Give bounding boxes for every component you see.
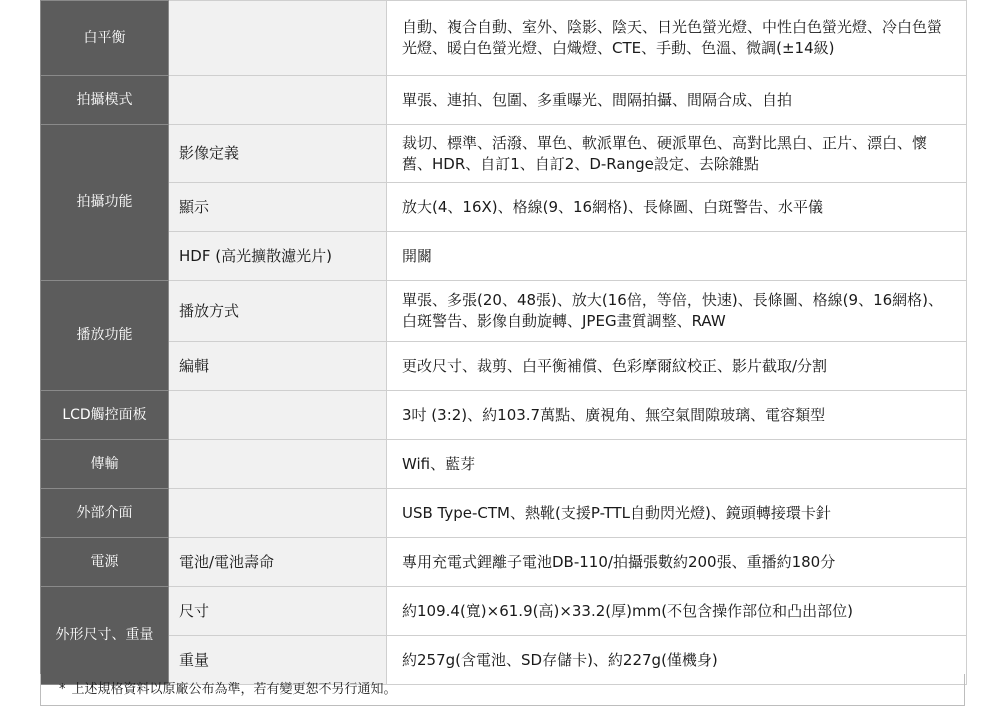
subcategory-cell: [169, 1, 387, 76]
spec-value: 開關: [387, 232, 967, 281]
subcategory-cell: 影像定義: [169, 125, 387, 183]
table-row: [41, 587, 967, 636]
table-row: [41, 538, 967, 587]
subcategory-cell: 播放方式: [169, 281, 387, 342]
table-row: [41, 232, 967, 281]
note-marker: *: [59, 682, 66, 697]
table-row: [41, 440, 967, 489]
subcategory-cell: 重量: [169, 636, 387, 685]
subcategory-cell: [169, 76, 387, 125]
category-shooting-functions: 拍攝功能: [41, 125, 169, 281]
subcategory-cell: [169, 489, 387, 538]
spec-value: 自動、複合自動、室外、陰影、陰天、日光色螢光燈、中性白色螢光燈、冷白色螢光燈、暖白色螢光燈、白熾燈、CTE、手動、色溫、微調(±14級): [387, 1, 967, 76]
category-external-interface: 外部介面: [41, 489, 169, 538]
subcategory-cell: 編輯: [169, 342, 387, 391]
category-dimensions-weight: 外形尺寸、重量: [41, 587, 169, 685]
table-row: [41, 489, 967, 538]
spec-value: Wifi、藍芽: [387, 440, 967, 489]
note-text: 上述規格資料以原廠公布為準，若有變更恕不另行通知。: [71, 682, 397, 697]
disclaimer-note: [40, 674, 965, 706]
spec-value: 約257g(含電池、SD存儲卡)、約227g(僅機身): [387, 636, 967, 685]
table-row: [41, 125, 967, 183]
spec-value: USB Type-CTM、熱靴(支援P-TTL自動閃光燈)、鏡頭轉接環卡針: [387, 489, 967, 538]
spec-value: 放大(4、16X)、格線(9、16網格)、長條圖、白斑警告、水平儀: [387, 183, 967, 232]
category-playback-functions: 播放功能: [41, 281, 169, 391]
category-lcd-touch-panel: LCD觸控面板: [41, 391, 169, 440]
spec-value: 3吋 (3:2)、約103.7萬點、廣視角、無空氣間隙玻璃、電容類型: [387, 391, 967, 440]
spec-table: [40, 0, 967, 685]
subcategory-cell: 尺寸: [169, 587, 387, 636]
subcategory-cell: 顯示: [169, 183, 387, 232]
table-row: [41, 183, 967, 232]
category-transfer: 傳輸: [41, 440, 169, 489]
spec-value: 專用充電式鋰離子電池DB-110/拍攝張數約200張、重播約180分: [387, 538, 967, 587]
table-row: [41, 76, 967, 125]
spec-value: 單張、連拍、包圍、多重曝光、間隔拍攝、間隔合成、自拍: [387, 76, 967, 125]
subcategory-cell: [169, 440, 387, 489]
subcategory-cell: HDF (高光擴散濾光片): [169, 232, 387, 281]
spec-value: 約109.4(寬)×61.9(高)×33.2(厚)mm(不包含操作部位和凸出部位): [387, 587, 967, 636]
subcategory-cell: [169, 391, 387, 440]
table-row: [41, 342, 967, 391]
category-shooting-mode: 拍攝模式: [41, 76, 169, 125]
category-white-balance: 白平衡: [41, 1, 169, 76]
table-row: [41, 391, 967, 440]
table-row: [41, 1, 967, 76]
category-power: 電源: [41, 538, 169, 587]
spec-value: 單張、多張(20、48張)、放大(16倍，等倍，快速)、長條圖、格線(9、16網格)、白斑警告、影像自動旋轉、JPEG畫質調整、RAW: [387, 281, 967, 342]
subcategory-cell: 電池/電池壽命: [169, 538, 387, 587]
table-row: [41, 281, 967, 342]
spec-value: 更改尺寸、裁剪、白平衡補償、色彩摩爾紋校正、影片截取/分割: [387, 342, 967, 391]
spec-value: 裁切、標準、活潑、單色、軟派單色、硬派單色、高對比黑白、正片、漂白、懷舊、HDR、自訂1、自訂2、D-Range設定、去除雜點: [387, 125, 967, 183]
